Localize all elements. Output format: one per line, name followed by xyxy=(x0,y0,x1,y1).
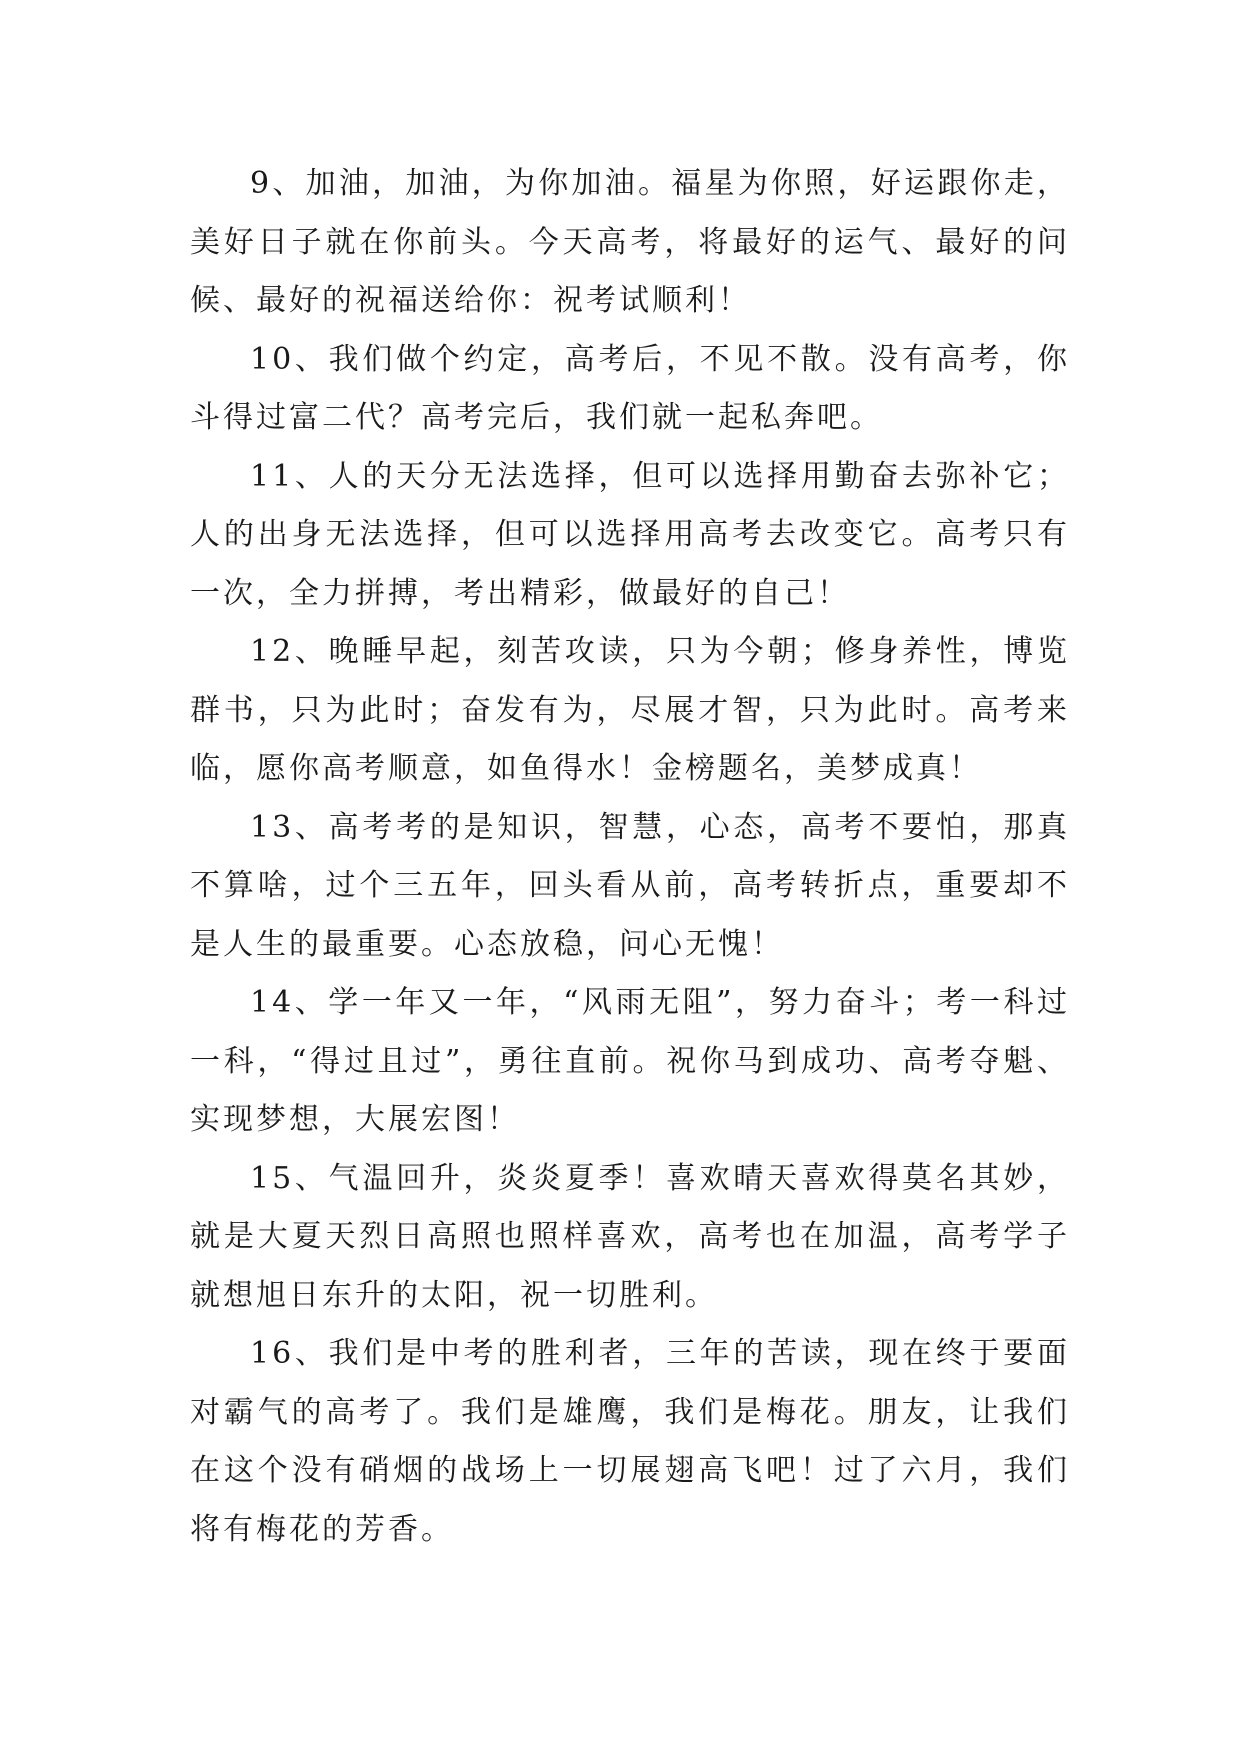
paragraph-16: 16、我们是中考的胜利者，三年的苦读，现在终于要面对霸气的高考了。我们是雄鹰，我们是梅花。朋友，让我们在这个没有硝烟的战场上一切展翅高飞吧！过了六月，我们将有梅花的芳香。 xyxy=(190,1336,1070,1547)
paragraph-15: 15、气温回升，炎炎夏季！喜欢晴天喜欢得莫名其妙，就是大夏天烈日高照也照样喜欢，高考也在加温，高考学子就想旭日东升的太阳，祝一切胜利。 xyxy=(190,1160,1070,1313)
paragraph-12: 12、晚睡早起，刻苦攻读，只为今朝；修身养性，博览群书，只为此时；奋发有为，尽展才智，只为此时。高考来临，愿你高考顺意，如鱼得水！金榜题名，美梦成真！ xyxy=(190,634,1070,786)
paragraph-9: 9、加油，加油，为你加油。福星为你照，好运跟你走，美好日子就在你前头。今天高考，将最好的运气、最好的问候、最好的祝福送给你：祝考试顺利！ xyxy=(190,166,1070,318)
paragraph-14: 14、学一年又一年，“风雨无阻”，努力奋斗；考一科过一科，“得过且过”，勇往直前。祝你马到成功、高考夺魁、实现梦想，大展宏图！ xyxy=(190,985,1070,1137)
document-body xyxy=(190,155,1070,1559)
paragraph-13: 13、高考考的是知识，智慧，心态，高考不要怕，那真不算啥，过个三五年，回头看从前，高考转折点，重要却不是人生的最重要。心态放稳，问心无愧！ xyxy=(190,809,1070,962)
paragraph-10: 10、我们做个约定，高考后，不见不散。没有高考，你斗得过富二代？高考完后，我们就一起私奔吧。 xyxy=(190,341,1070,435)
paragraph-11: 11、人的天分无法选择，但可以选择用勤奋去弥补它；人的出身无法选择，但可以选择用高考去改变它。高考只有一次，全力拼搏，考出精彩，做最好的自己！ xyxy=(190,458,1070,611)
